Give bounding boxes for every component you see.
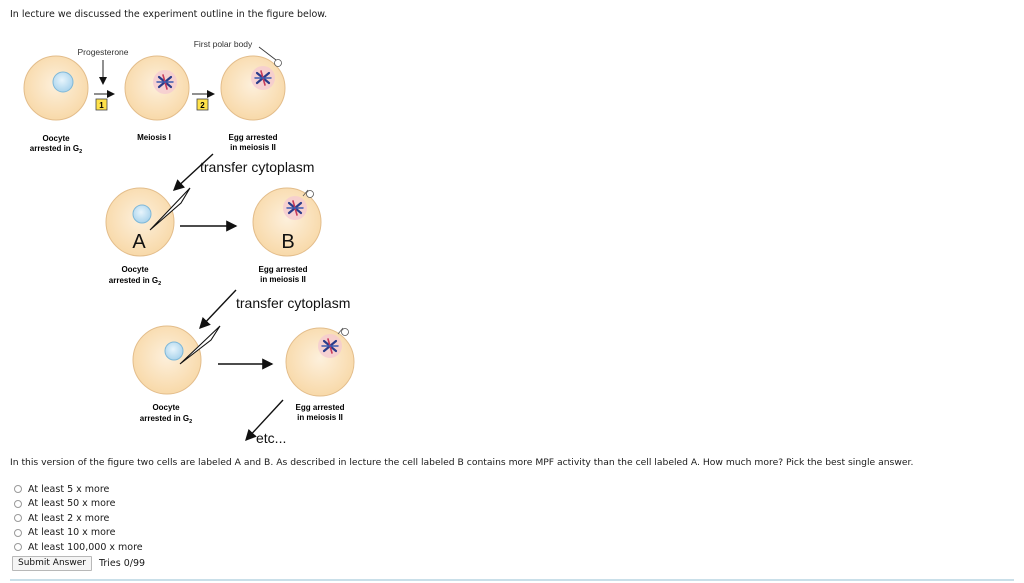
question-text: In this version of the figure two cells are labeled A and B. As described in lecture the cell labeled B contains more MPF activity than the cell labeled A. How much more? Pick the best single answer.: [10, 457, 914, 468]
choice-item[interactable]: [14, 482, 143, 497]
radio-button[interactable]: [14, 514, 22, 522]
radio-button[interactable]: [14, 485, 22, 493]
cell-b: [253, 188, 321, 256]
cell-meiosis-row1: [125, 56, 189, 120]
divider: [10, 579, 1014, 581]
cell-a: [106, 188, 190, 256]
polar-body-icon: [307, 191, 314, 198]
choice-item[interactable]: [14, 540, 143, 555]
choice-item[interactable]: [14, 511, 143, 526]
choice-item[interactable]: [14, 526, 143, 541]
svg-text:in meiosis II: in meiosis II: [297, 413, 343, 422]
choice-label[interactable]: At least 10 x more: [28, 527, 116, 539]
cell-egg-row1: [221, 56, 285, 120]
submit-row: [12, 556, 145, 571]
choice-label[interactable]: At least 50 x more: [28, 498, 116, 510]
polar-body-icon: [275, 60, 282, 67]
radio-button[interactable]: [14, 543, 22, 551]
transfer-cytoplasm-label-2: transfer cytoplasm: [236, 295, 351, 311]
nucleus-icon: [133, 205, 151, 223]
svg-text:Egg arrested: Egg arrested: [228, 133, 278, 142]
svg-text:2: 2: [200, 101, 205, 110]
transfer-cytoplasm-label-1: transfer cytoplasm: [200, 159, 315, 175]
etc-label: etc...: [256, 430, 287, 446]
svg-text:Egg arrested: Egg arrested: [258, 265, 308, 274]
cell-oocyte-row3: [133, 326, 220, 394]
svg-text:Oocyte: Oocyte: [42, 134, 70, 143]
submit-answer-button[interactable]: Submit Answer: [12, 556, 92, 571]
tries-counter: Tries 0/99: [98, 558, 146, 569]
polar-body-icon: [342, 329, 349, 336]
intro-text: In lecture we discussed the experiment outline in the figure below.: [10, 9, 328, 20]
choice-label[interactable]: At least 2 x more: [28, 512, 110, 524]
svg-text:Oocyte: Oocyte: [152, 403, 180, 412]
svg-text:arrested in G2: arrested in $G_2$: [139, 414, 193, 425]
progesterone-label: Progesterone: [77, 47, 129, 57]
svg-text:Egg arrested: Egg arrested: [295, 403, 345, 412]
choice-label[interactable]: At least 100,000 x more: [28, 541, 143, 553]
radio-button[interactable]: [14, 500, 22, 508]
svg-text:arrested in G2: arrested in $G_2$: [29, 144, 83, 155]
label-a: A: [132, 231, 146, 253]
svg-text:1: 1: [99, 101, 104, 110]
svg-text:arrested in G2: arrested in $G_2$: [108, 276, 162, 287]
cell-egg-row3: [286, 328, 354, 396]
nucleus-icon: [53, 72, 73, 92]
first-polar-body-label: First polar body: [193, 39, 253, 49]
label-b: B: [281, 231, 295, 253]
cell-oocyte-row1: [24, 56, 88, 120]
choice-item[interactable]: [14, 497, 143, 512]
choice-label[interactable]: At least 5 x more: [28, 483, 110, 495]
svg-text:in meiosis II: in meiosis II: [260, 275, 306, 284]
svg-text:in meiosis II: in meiosis II: [230, 143, 276, 152]
nucleus-icon: [165, 342, 183, 360]
answer-choices: [14, 482, 143, 555]
radio-button[interactable]: [14, 529, 22, 537]
svg-text:Meiosis I: Meiosis I: [137, 133, 171, 142]
svg-text:Oocyte: Oocyte: [121, 265, 149, 274]
